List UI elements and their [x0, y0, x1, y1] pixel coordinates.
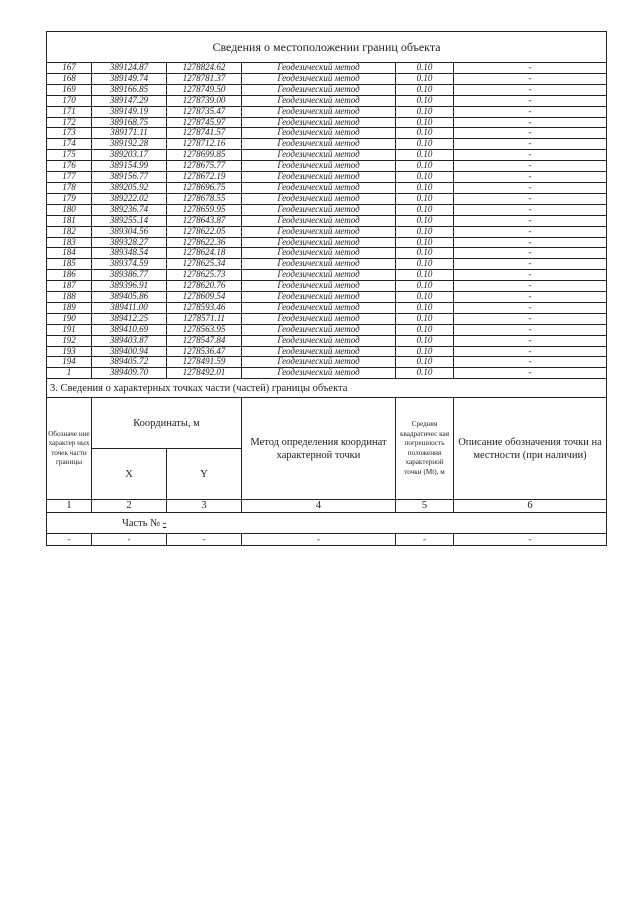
coord-x-cell: 389255.14 — [92, 215, 167, 226]
description-cell: - — [454, 215, 607, 226]
coord-y-cell: 1278625.34 — [167, 259, 242, 270]
method-cell: Геодезический метод — [242, 84, 396, 95]
coord-x-cell: 389374.59 — [92, 259, 167, 270]
point-number-cell: 179 — [47, 193, 92, 204]
coord-x-cell: 389400.94 — [92, 346, 167, 357]
table-row — [47, 172, 607, 183]
header-y: Y — [167, 449, 242, 500]
method-cell: Геодезический метод — [242, 128, 396, 139]
table-row — [47, 204, 607, 215]
description-cell: - — [454, 302, 607, 313]
method-cell: Геодезический метод — [242, 63, 396, 74]
table-row — [47, 117, 607, 128]
coord-x-cell: 389154.99 — [92, 161, 167, 172]
method-cell: Геодезический метод — [242, 95, 396, 106]
coord-y-cell: 1278741.57 — [167, 128, 242, 139]
point-number-cell: 192 — [47, 335, 92, 346]
point-number-cell: 169 — [47, 84, 92, 95]
table-row — [47, 63, 607, 74]
accuracy-cell: 0.10 — [396, 95, 454, 106]
method-cell: Геодезический метод — [242, 248, 396, 259]
accuracy-cell: 0.10 — [396, 292, 454, 303]
coord-x-cell: 389405.86 — [92, 292, 167, 303]
coord-y-cell: 1278624.18 — [167, 248, 242, 259]
header-accuracy: Средняя квадратичес кая погрешность положения характерной точки (Mt), м — [396, 398, 454, 500]
method-cell: Геодезический метод — [242, 259, 396, 270]
coord-x-cell: 389168.75 — [92, 117, 167, 128]
boundary-table — [46, 31, 607, 546]
point-number-cell: 189 — [47, 302, 92, 313]
point-number-cell: 181 — [47, 215, 92, 226]
coord-y-cell: 1278622.05 — [167, 226, 242, 237]
column-number: 5 — [396, 500, 454, 513]
header-coords: Координаты, м — [92, 398, 242, 449]
point-number-cell: 170 — [47, 95, 92, 106]
part-value: - — [162, 517, 167, 529]
table-row — [47, 335, 607, 346]
coord-x-cell: - — [92, 534, 167, 546]
section3-title-row — [47, 379, 607, 398]
coord-x-cell: 389147.29 — [92, 95, 167, 106]
table-row — [47, 95, 607, 106]
accuracy-cell: 0.10 — [396, 204, 454, 215]
coord-x-cell: 389171.11 — [92, 128, 167, 139]
coord-y-cell: 1278699.85 — [167, 150, 242, 161]
method-cell: Геодезический метод — [242, 117, 396, 128]
accuracy-cell: 0.10 — [396, 117, 454, 128]
coord-y-cell: - — [167, 534, 242, 546]
coord-x-cell: 389396.91 — [92, 281, 167, 292]
method-cell: Геодезический метод — [242, 161, 396, 172]
coord-x-cell: 389166.85 — [92, 84, 167, 95]
table-row — [47, 182, 607, 193]
point-number-cell: 190 — [47, 313, 92, 324]
table-row — [47, 150, 607, 161]
description-cell: - — [454, 161, 607, 172]
part-label: Часть № — [122, 517, 161, 529]
coord-x-cell: 389124.87 — [92, 63, 167, 74]
description-cell: - — [454, 139, 607, 150]
coord-y-cell: 1278781.37 — [167, 73, 242, 84]
point-number-cell: 185 — [47, 259, 92, 270]
method-cell: Геодезический метод — [242, 346, 396, 357]
description-cell: - — [454, 172, 607, 183]
point-number-cell: 184 — [47, 248, 92, 259]
coord-x-cell: 389328.27 — [92, 237, 167, 248]
table-row — [47, 106, 607, 117]
coord-y-cell: 1278672.19 — [167, 172, 242, 183]
table-row — [47, 215, 607, 226]
accuracy-cell: 0.10 — [396, 259, 454, 270]
point-number-cell: 183 — [47, 237, 92, 248]
accuracy-cell: 0.10 — [396, 150, 454, 161]
section3-title: 3. Сведения о характерных точках части (частей) границы объекта — [47, 379, 607, 398]
coord-y-cell: 1278735.47 — [167, 106, 242, 117]
point-number-cell: 177 — [47, 172, 92, 183]
coord-x-cell: 389403.87 — [92, 335, 167, 346]
description-cell: - — [454, 73, 607, 84]
point-number-cell: 178 — [47, 182, 92, 193]
description-cell: - — [454, 259, 607, 270]
coord-y-cell: 1278749.50 — [167, 84, 242, 95]
table-row — [47, 226, 607, 237]
method-cell: Геодезический метод — [242, 357, 396, 368]
coord-x-cell: 389405.72 — [92, 357, 167, 368]
description-cell: - — [454, 117, 607, 128]
coord-y-cell: 1278492.01 — [167, 368, 242, 379]
coord-x-cell: 389236.74 — [92, 204, 167, 215]
accuracy-cell: 0.10 — [396, 335, 454, 346]
table-row — [47, 324, 607, 335]
coord-x-cell: 389386.77 — [92, 270, 167, 281]
method-cell: Геодезический метод — [242, 172, 396, 183]
point-number-cell: 188 — [47, 292, 92, 303]
coord-y-cell: 1278547.84 — [167, 335, 242, 346]
point-number-cell: 168 — [47, 73, 92, 84]
coord-y-cell: 1278622.36 — [167, 237, 242, 248]
coord-y-cell: 1278745.97 — [167, 117, 242, 128]
coord-x-cell: 389192.28 — [92, 139, 167, 150]
coord-x-cell: 389304.56 — [92, 226, 167, 237]
description-cell: - — [454, 150, 607, 161]
method-cell: Геодезический метод — [242, 368, 396, 379]
accuracy-cell: 0.10 — [396, 237, 454, 248]
method-cell: Геодезический метод — [242, 313, 396, 324]
table-row — [47, 270, 607, 281]
accuracy-cell: 0.10 — [396, 313, 454, 324]
method-cell: - — [242, 534, 396, 546]
method-cell: Геодезический метод — [242, 139, 396, 150]
coord-y-cell: 1278712.16 — [167, 139, 242, 150]
coord-x-cell: 389409.70 — [92, 368, 167, 379]
description-cell: - — [454, 182, 607, 193]
point-number-cell: 191 — [47, 324, 92, 335]
column-number-row — [47, 500, 607, 513]
coord-y-cell: 1278609.54 — [167, 292, 242, 303]
table-row — [47, 128, 607, 139]
description-cell: - — [454, 193, 607, 204]
coord-x-cell: 389149.74 — [92, 73, 167, 84]
column-number: 3 — [167, 500, 242, 513]
accuracy-cell: 0.10 — [396, 161, 454, 172]
part-row — [47, 513, 607, 534]
accuracy-cell: 0.10 — [396, 172, 454, 183]
coord-y-cell: 1278824.62 — [167, 63, 242, 74]
description-cell: - — [454, 95, 607, 106]
accuracy-cell: 0.10 — [396, 248, 454, 259]
accuracy-cell: 0.10 — [396, 193, 454, 204]
column-number: 2 — [92, 500, 167, 513]
point-number-cell: 193 — [47, 346, 92, 357]
coord-y-cell: 1278678.55 — [167, 193, 242, 204]
coord-y-cell: 1278739.00 — [167, 95, 242, 106]
table-row — [47, 281, 607, 292]
description-cell: - — [454, 226, 607, 237]
accuracy-cell: 0.10 — [396, 368, 454, 379]
point-number-cell: 187 — [47, 281, 92, 292]
description-cell: - — [454, 270, 607, 281]
table-row — [47, 313, 607, 324]
column-number: 6 — [454, 500, 607, 513]
coord-x-cell: 389222.02 — [92, 193, 167, 204]
part-label-cell — [47, 513, 607, 534]
description-cell: - — [454, 128, 607, 139]
coord-x-cell: 389205.92 — [92, 182, 167, 193]
coord-y-cell: 1278643.87 — [167, 215, 242, 226]
table-row — [47, 237, 607, 248]
method-cell: Геодезический метод — [242, 226, 396, 237]
coord-y-cell: 1278593.46 — [167, 302, 242, 313]
description-cell: - — [454, 63, 607, 74]
table-row — [47, 259, 607, 270]
accuracy-cell: 0.10 — [396, 270, 454, 281]
table-row — [47, 292, 607, 303]
point-number-cell: 174 — [47, 139, 92, 150]
point-number-cell: 182 — [47, 226, 92, 237]
section2-title-row — [47, 32, 607, 63]
method-cell: Геодезический метод — [242, 292, 396, 303]
table-row — [47, 73, 607, 84]
coord-y-cell: 1278625.73 — [167, 270, 242, 281]
table-row — [47, 161, 607, 172]
table-row — [47, 193, 607, 204]
coord-y-cell: 1278696.75 — [167, 182, 242, 193]
point-number-cell: 167 — [47, 63, 92, 74]
point-number-cell: 172 — [47, 117, 92, 128]
coord-x-cell: 389203.17 — [92, 150, 167, 161]
section2-title: Сведения о местоположении границ объекта — [47, 32, 607, 63]
method-cell: Геодезический метод — [242, 106, 396, 117]
accuracy-cell: 0.10 — [396, 226, 454, 237]
table-row — [47, 346, 607, 357]
description-cell: - — [454, 335, 607, 346]
description-cell: - — [454, 281, 607, 292]
description-cell: - — [454, 324, 607, 335]
point-number-cell: 194 — [47, 357, 92, 368]
accuracy-cell: 0.10 — [396, 128, 454, 139]
header-description: Описание обозначения точки на местности (при наличии) — [454, 398, 607, 500]
coord-x-cell: 389412.25 — [92, 313, 167, 324]
coord-y-cell: 1278659.95 — [167, 204, 242, 215]
table-row — [47, 534, 607, 546]
point-number-cell: 186 — [47, 270, 92, 281]
description-cell: - — [454, 346, 607, 357]
table-row — [47, 357, 607, 368]
point-number-cell: - — [47, 534, 92, 546]
point-number-cell: 1 — [47, 368, 92, 379]
coord-x-cell: 389348.54 — [92, 248, 167, 259]
method-cell: Геодезический метод — [242, 302, 396, 313]
accuracy-cell: 0.10 — [396, 73, 454, 84]
accuracy-cell: 0.10 — [396, 346, 454, 357]
method-cell: Геодезический метод — [242, 150, 396, 161]
accuracy-cell: 0.10 — [396, 357, 454, 368]
column-number: 4 — [242, 500, 396, 513]
accuracy-cell: - — [396, 534, 454, 546]
point-number-cell: 180 — [47, 204, 92, 215]
coord-y-cell: 1278536.47 — [167, 346, 242, 357]
coord-x-cell: 389411.00 — [92, 302, 167, 313]
accuracy-cell: 0.10 — [396, 281, 454, 292]
method-cell: Геодезический метод — [242, 73, 396, 84]
point-number-cell: 173 — [47, 128, 92, 139]
accuracy-cell: 0.10 — [396, 182, 454, 193]
accuracy-cell: 0.10 — [396, 302, 454, 313]
method-cell: Геодезический метод — [242, 204, 396, 215]
coord-y-cell: 1278620.76 — [167, 281, 242, 292]
accuracy-cell: 0.10 — [396, 63, 454, 74]
coord-y-cell: 1278571.11 — [167, 313, 242, 324]
description-cell: - — [454, 237, 607, 248]
method-cell: Геодезический метод — [242, 193, 396, 204]
accuracy-cell: 0.10 — [396, 215, 454, 226]
method-cell: Геодезический метод — [242, 182, 396, 193]
coord-x-cell: 389410.69 — [92, 324, 167, 335]
description-cell: - — [454, 106, 607, 117]
coord-x-cell: 389149.19 — [92, 106, 167, 117]
accuracy-cell: 0.10 — [396, 84, 454, 95]
description-cell: - — [454, 313, 607, 324]
description-cell: - — [454, 534, 607, 546]
column-number: 1 — [47, 500, 92, 513]
description-cell: - — [454, 368, 607, 379]
description-cell: - — [454, 357, 607, 368]
document-page — [46, 31, 606, 546]
method-cell: Геодезический метод — [242, 335, 396, 346]
table-row — [47, 368, 607, 379]
method-cell: Геодезический метод — [242, 281, 396, 292]
description-cell: - — [454, 292, 607, 303]
accuracy-cell: 0.10 — [396, 106, 454, 117]
accuracy-cell: 0.10 — [396, 324, 454, 335]
table-row — [47, 302, 607, 313]
header-point: Обозначе ние характер ных точек части границы — [47, 398, 92, 500]
section3-header-row — [47, 398, 607, 449]
coord-x-cell: 389156.77 — [92, 172, 167, 183]
header-x: X — [92, 449, 167, 500]
table-row — [47, 139, 607, 150]
header-method: Метод определения координат характерной точки — [242, 398, 396, 500]
description-cell: - — [454, 84, 607, 95]
point-number-cell: 176 — [47, 161, 92, 172]
table-row — [47, 248, 607, 259]
coord-y-cell: 1278675.77 — [167, 161, 242, 172]
description-cell: - — [454, 248, 607, 259]
method-cell: Геодезический метод — [242, 215, 396, 226]
method-cell: Геодезический метод — [242, 270, 396, 281]
coord-y-cell: 1278563.95 — [167, 324, 242, 335]
point-number-cell: 175 — [47, 150, 92, 161]
table-row — [47, 84, 607, 95]
method-cell: Геодезический метод — [242, 237, 396, 248]
accuracy-cell: 0.10 — [396, 139, 454, 150]
description-cell: - — [454, 204, 607, 215]
coord-y-cell: 1278491.59 — [167, 357, 242, 368]
point-number-cell: 171 — [47, 106, 92, 117]
method-cell: Геодезический метод — [242, 324, 396, 335]
